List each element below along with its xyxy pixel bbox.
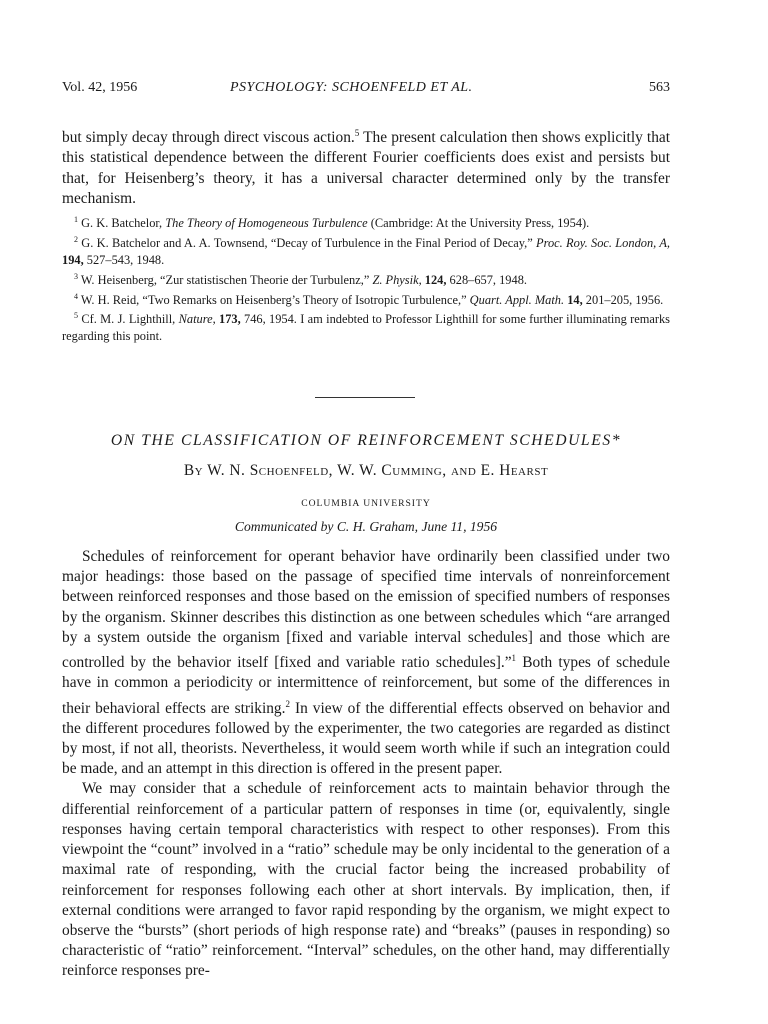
- footnote-journal: Nature,: [178, 312, 216, 327]
- footnote-text: 628–657, 1948.: [446, 272, 527, 287]
- footnote-volume: 124,: [421, 272, 447, 287]
- footnote-ref: 1: [511, 653, 517, 664]
- footnote-text: W. Heisenberg, “Zur statistischen Theorie der Turbulenz,”: [78, 272, 373, 287]
- page-number: 563: [649, 80, 670, 95]
- paragraph-text: We may consider that a schedule of reinforcement acts to maintain behavior through the differential reinforcement of a particular pattern of responses in time (or, equivalently, single responses having certain temporal characteristics with respect to other responses). From this viewpoint the “count” involved in a “ratio” schedule may be only incidental to the generation of a maximal rate of responding, with the crucial factor being the increased probability of reinforcement for responses following each other at short intervals. By implication, then, if external conditions were arranged to favor rapid responding by the organism, we might expect to observe the “bursts” (short periods of high response rate) and “breaks” (pauses in responding) so characteristic of “ratio” reinforcement. “Interval” schedules, on the other hand, may differentially reinforce responses pre-: [62, 780, 670, 980]
- continuation-text-b: The present calculation then shows explicitly that this statistical dependence between the different Fourier coefficients does exist and persists but that, for Heisenberg’s theory, it has a universal character determined only by the transfer mechanism.: [62, 129, 670, 207]
- byline: By W. N. Schoenfeld, W. W. Cumming, and E. Hearst: [183, 462, 549, 479]
- footnote-number: 2: [74, 234, 78, 244]
- footnote-title: The Theory of Homogeneous Turbulence: [165, 216, 368, 231]
- footnote: [62, 289, 670, 309]
- footnote-text: Cf. M. J. Lighthill,: [78, 312, 179, 327]
- paragraph: [62, 779, 670, 981]
- footnote-ref: 5: [354, 128, 360, 138]
- paragraph-text: Schedules of reinforcement for operant behavior have ordinarily been classified under two major headings: those based on the passage of specified time intervals of nonreinforcement between reinforced responses and those based on the emission of specified numbers of responses by the organism. Skinner describes this distinction as one between schedules which “are arranged by a system outside the organism [fixed and variable interval schedules] and those which are controlled by the behavior itself [fixed and variable ratio schedules].”: [62, 548, 670, 672]
- footnote-ref: 2: [285, 698, 290, 709]
- footnote: [62, 212, 670, 232]
- paragraph: [62, 547, 670, 779]
- footnote-text: G. K. Batchelor,: [78, 216, 166, 231]
- footnote: [62, 232, 670, 269]
- footnote-journal: Proc. Roy. Soc. London, A,: [536, 236, 670, 251]
- article-body: [62, 547, 670, 982]
- continuation-paragraph: [62, 123, 670, 209]
- footnote: [62, 269, 670, 289]
- footnote-text: 746, 1954. I am indebted to Professor Lighthill for some further illuminating remarks regarding this point.: [62, 312, 670, 344]
- footnote-text: W. H. Reid, “Two Remarks on Heisenberg’s Theory of Isotropic Turbulence,”: [78, 292, 470, 307]
- communicated-line: Communicated by C. H. Graham, June 11, 1956: [234, 519, 498, 534]
- footnote-volume: 194,: [62, 252, 84, 267]
- running-title: PSYCHOLOGY: SCHOENFELD ET AL.: [230, 80, 473, 95]
- article-title: ON THE CLASSIFICATION OF REINFORCEMENT SCHEDULES*: [110, 432, 622, 449]
- paragraph-text: Both types of schedule have in common a periodicity or intermittence of reinforcement, but some of the differences in their behavioral effects are striking.: [62, 654, 670, 717]
- footnote: [62, 308, 670, 345]
- footnote-text: (Cambridge: At the University Press, 1954).: [367, 216, 590, 231]
- footnote-journal: Z. Physik,: [372, 272, 422, 287]
- footnote-journal: Quart. Appl. Math.: [469, 292, 565, 307]
- footnote-volume: 173,: [215, 312, 241, 327]
- volume-label: Vol. 42, 1956: [62, 80, 138, 95]
- footnote-volume: 14,: [564, 292, 583, 307]
- footnote-text: 527–543, 1948.: [83, 252, 165, 267]
- footnote-text: G. K. Batchelor and A. A. Townsend, “Decay of Turbulence in the Final Period of Decay,”: [78, 236, 537, 251]
- footnote-number: 1: [74, 215, 78, 224]
- running-head: [62, 80, 670, 100]
- affiliation: COLUMBIA UNIVERSITY: [301, 498, 431, 509]
- paragraph-text: In view of the differential effects observed on behavior and the different procedures followed by the experimenter, the two categories are regarded as distinct by most, if not all, theorists. Nevertheless, it would seem worth while if such an integration could be made, and an attempt in this direction is offered in the present paper.: [62, 699, 670, 778]
- footnote-number: 5: [74, 311, 78, 321]
- continuation-text-a: but simply decay through direct viscous action.: [62, 129, 355, 147]
- footnote-number: 4: [74, 291, 78, 301]
- section-divider: [315, 397, 415, 398]
- footnote-number: 3: [74, 271, 78, 281]
- footnote-text: 201–205, 1956.: [582, 292, 664, 307]
- footnotes: [62, 212, 670, 345]
